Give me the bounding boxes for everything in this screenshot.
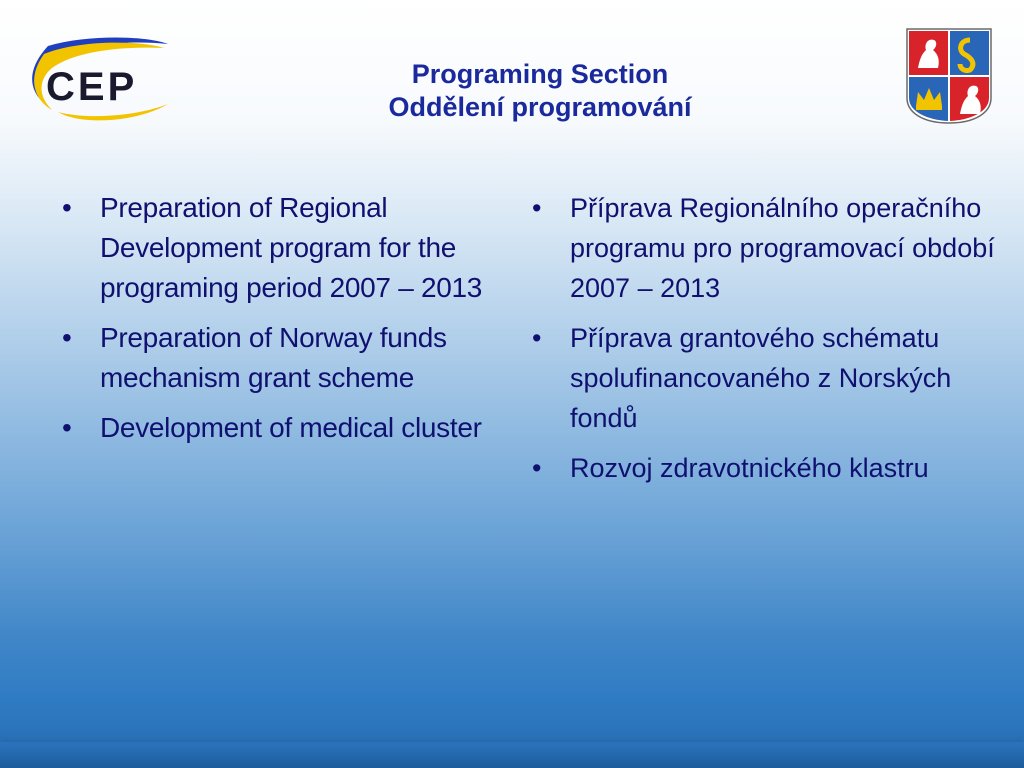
right-list-item-text: Příprava grantového schématu spolufinancovaného z Norských fondů: [570, 323, 952, 433]
bullet-icon: •: [532, 193, 542, 223]
coat-of-arms-icon: [906, 28, 992, 124]
left-list-item: [58, 318, 508, 398]
right-bullet-list: [528, 188, 998, 498]
left-list-item-text: Preparation of Regional Development program for the programing period 2007 – 2013: [100, 192, 483, 303]
right-list-item: [528, 318, 998, 438]
left-list-item-text: Development of medical cluster: [100, 412, 482, 443]
slide-title: [300, 58, 780, 124]
title-line-czech: Oddělení programování: [388, 92, 692, 122]
bullet-icon: •: [532, 323, 542, 353]
left-list-item-text: Preparation of Norway funds mechanism grant scheme: [100, 322, 447, 393]
right-list-item-text: Rozvoj zdravotnického klastru: [570, 453, 929, 483]
right-list-item: [528, 188, 998, 308]
left-list-item: [58, 188, 508, 308]
bullet-icon: •: [62, 192, 72, 223]
cep-logo: [18, 34, 198, 124]
title-line-english: Programing Section: [411, 59, 669, 89]
left-bullet-list: [58, 188, 508, 458]
bullet-icon: •: [62, 412, 72, 443]
bottom-band: [0, 742, 1024, 768]
bullet-icon: •: [532, 453, 542, 483]
logo-text: CEP: [46, 65, 138, 109]
right-list-item-text: Příprava Regionálního operačního programu pro programovací období 2007 – 2013: [570, 193, 995, 303]
left-list-item: [58, 408, 508, 448]
bullet-icon: •: [62, 322, 72, 353]
right-list-item: [528, 448, 998, 488]
